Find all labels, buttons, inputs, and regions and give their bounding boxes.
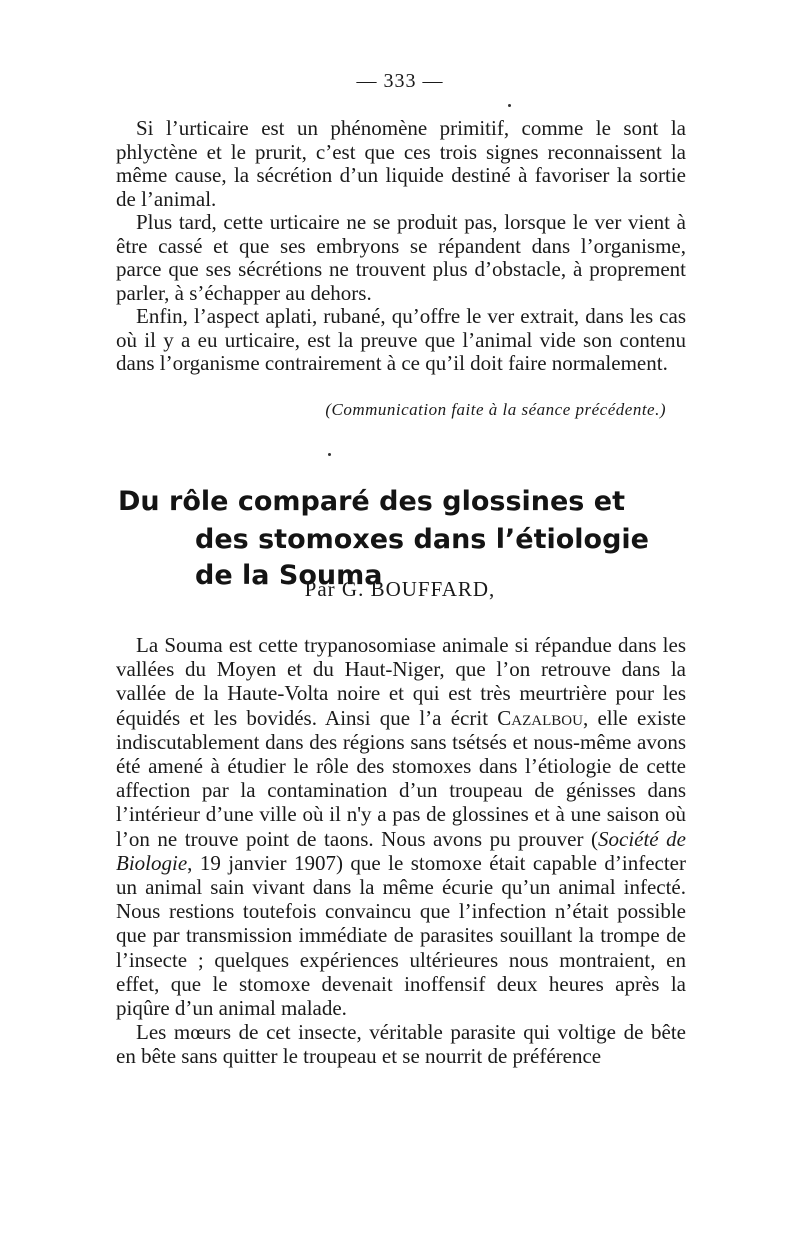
previous-article-conclusion: [116, 117, 686, 376]
cited-journal: Société de Biologie: [116, 826, 687, 875]
article-title-line-1: Du rôle comparé des glossines et: [118, 486, 625, 517]
paragraph: Les mœurs de cet insecte, véritable parasite qui voltige de bête en bête sans quitter le troupeau et se nourrit de préférence: [116, 1020, 686, 1069]
cited-author: Cazalbou: [497, 705, 583, 730]
article-title-line-2: des stomoxes dans l’étiologie de la Souma: [195, 524, 649, 591]
article-author: Par G. BOUFFARD,: [304, 577, 496, 601]
print-speck: [508, 104, 511, 107]
paragraph: Plus tard, cette urticaire ne se produit pas, lorsque le ver vient à être cassé et que ses embryons se répandent dans l’organisme, parce que ses sécrétions ne trouvent plus d’obstacle, à proprement parler, à s’échapper au dehors.: [116, 210, 686, 305]
paragraph-text: , elle existe indiscutablement dans des régions sans tsétsés et nous-même avons été amené à étudier le rôle des stomoxes dans l’étiologie de cette affection par la contamination d’un troupeau de génisses dans l’intérieur d’une ville où il n'y a pas de glossines et à une saison où l’on ne trouve point de taons. Nous avons pu prouver (: [116, 705, 686, 851]
paragraph-text: , 19 janvier 1907) que le stomoxe était capable d’infecter un animal sain vivant dans la même écurie qu’un animal infecté. Nous restions toutefois convaincu que l’infection n’était possible que par transmission immédiate de parasites souillant la trompe de l’insecte ; quelques expériences ultérieures nous montraient, en effet, que le stomoxe devenait inoffensif deux heures après la piqûre d’un animal malade.: [116, 850, 686, 1021]
paragraph: [116, 633, 686, 1020]
communication-note: (Communication faite à la séance précédente.): [325, 400, 666, 419]
article-body: [116, 633, 686, 1069]
paragraph-text: La Souma est cette trypanosomiase animale si répandue dans les vallées du Moyen et du Haut-Niger, que l’on retrouve dans la vallée de la Haute-Volta noire et qui est très meurtrière pour les équidés et les bovidés. Ainsi que l’a écrit: [116, 633, 686, 730]
paragraph: Si l’urticaire est un phénomène primitif, comme le sont la phlyctène et le prurit, c’est que ces trois signes reconnaissent la même cause, la sécrétion d’un liquide destiné à favoriser la sortie de l’animal.: [116, 116, 686, 211]
page-number: — 333 —: [356, 70, 444, 92]
paragraph: Enfin, l’aspect aplati, rubané, qu’offre le ver extrait, dans les cas où il y a eu urticaire, est la preuve que l’animal vide son contenu dans l’organisme contrairement à ce qu’il doit faire normalement.: [116, 304, 686, 375]
print-speck: [328, 453, 331, 456]
